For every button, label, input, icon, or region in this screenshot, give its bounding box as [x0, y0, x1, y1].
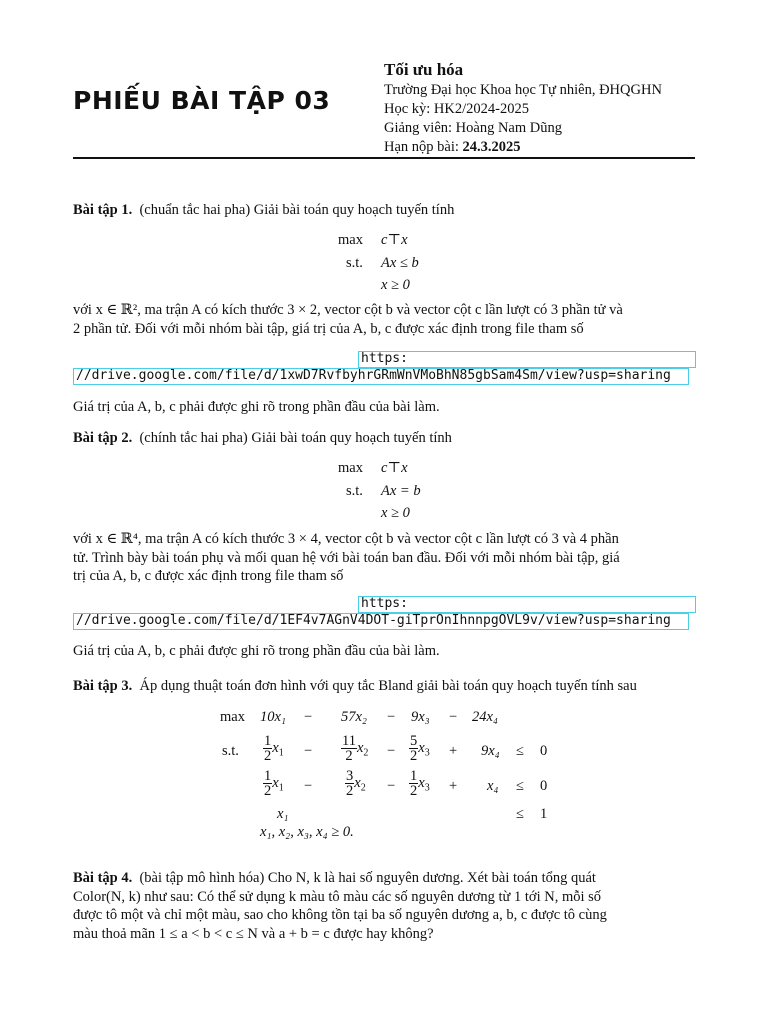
- ex3-intro: Áp dụng thuật toán đơn hình với quy tắc Bland giải bài toán quy hoạch tuyến tính sau: [139, 678, 637, 694]
- ex3-r1-frac-1: [263, 734, 272, 763]
- ex1-text: [73, 301, 697, 338]
- ex3-r1-relation: ≤: [516, 743, 524, 759]
- ex1-constraint-2: x ≥ 0: [381, 277, 410, 293]
- worksheet-title: PHIẾU BÀI TẬP 03: [73, 86, 331, 115]
- ex2-heading: [73, 429, 697, 448]
- ex3-r1-frac-2-den: 2: [345, 748, 353, 764]
- ex2-max: max: [338, 460, 363, 476]
- ex2-after: Giá trị của A, b, c phải được ghi rõ trong phần đầu của bài làm.: [73, 643, 440, 659]
- ex2-constraint-2: x ≥ 0: [381, 505, 410, 521]
- ex3-r2-frac-3-den: 2: [410, 783, 418, 799]
- semester: Học kỳ: HK2/2024-2025: [384, 101, 529, 117]
- ex2-constraint-1: Ax = b: [381, 483, 421, 499]
- ex3-r3-lhs: x₁: [277, 806, 289, 822]
- deadline-value: 24.3.2025: [462, 139, 521, 155]
- ex3-r1-term-2: $\frac{11}{2}$ $x_2$: [342, 733, 369, 764]
- ex3-r3-relation: ≤: [516, 806, 524, 822]
- ex3-r1-frac-3-den: 2: [410, 748, 418, 764]
- ex1-text-line-1: với x ∈ ℝ², ma trận A có kích thước 3 × 2, vector cột b và vector cột c lần lượt có 3 phần tử và: [73, 302, 623, 318]
- ex2-st: s.t.: [346, 483, 363, 499]
- ex3-obj-term-2: 57x₂: [341, 709, 367, 725]
- ex3-r1-frac-3: [409, 734, 418, 763]
- ex2-text: [73, 530, 697, 586]
- ex3-r2-relation: ≤: [516, 778, 524, 794]
- ex1-label: Bài tập 1.: [73, 202, 133, 218]
- ex4-line-1: [73, 869, 697, 888]
- ex1-link-part-2[interactable]: //drive.google.com/file/d/1xwD7RvfbyhrGRmWnVMoBhN85gbSam4Sm/view?usp=sharing: [76, 368, 671, 383]
- ex3-r1-term-4: 9x₄: [481, 743, 500, 759]
- ex4-line-1-text: (bài tập mô hình hóa) Cho N, k là hai số nguyên dương. Xét bài toán tổng quát: [139, 870, 596, 886]
- ex2-objective: c⊤x: [381, 460, 408, 476]
- ex1-intro: (chuẩn tắc hai pha) Giải bài toán quy hoạch tuyến tính: [139, 202, 455, 218]
- ex3-obj-op-3: −: [449, 709, 458, 725]
- ex3-r2-op-1: −: [304, 778, 313, 794]
- ex3-obj-op-1: −: [304, 709, 313, 725]
- ex3-nonneg: x₁, x₂, x₃, x₄ ≥ 0.: [260, 824, 354, 840]
- lecturer: Giảng viên: Hoàng Nam Dũng: [384, 120, 562, 136]
- ex2-link-part-2[interactable]: //drive.google.com/file/d/1EF4v7AGnV4DOT-giTprOnIhnnpgOVL9v/view?usp=sharing: [76, 613, 671, 628]
- ex1-after: Giá trị của A, b, c phải được ghi rõ trong phần đầu của bài làm.: [73, 399, 440, 415]
- ex3-r1-frac-3-num: 5: [410, 733, 418, 749]
- ex3-r2-frac-2-num: 3: [346, 768, 354, 784]
- ex2-link-box-2[interactable]: [73, 613, 689, 630]
- ex3-r2-frac-2: [345, 769, 354, 798]
- ex3-r2-frac-1-num: 1: [264, 768, 272, 784]
- ex3-r2-frac-1: [263, 769, 272, 798]
- ex3-r2-frac-1-den: 2: [264, 783, 272, 799]
- ex2-text-line-1: với x ∈ ℝ⁴, ma trận A có kích thước 3 × 4, vector cột b và vector cột c lần lượt có 3 và 4 phần: [73, 531, 619, 547]
- deadline: [384, 138, 662, 157]
- ex1-link-part-1[interactable]: https:: [361, 351, 408, 366]
- ex1-heading: [73, 201, 697, 220]
- ex4-line-3: được tô một và chỉ một màu, sao cho không tồn tại ba số nguyên dương a, b, c được tô cùng: [73, 907, 607, 923]
- header-rule: [73, 157, 695, 159]
- ex1-link-box-2[interactable]: [73, 368, 689, 385]
- ex3-r1-frac-2-num: 11: [342, 733, 356, 749]
- ex1-text-line-2: 2 phần tử. Đối với mỗi nhóm bài tập, giá trị của A, b, c được xác định trong file tham số: [73, 320, 584, 337]
- ex4-line-2: Color(N, k) như sau: Có thể sử dụng k màu tô màu các số nguyên dương từ 1 tới N, mỗi số: [73, 888, 602, 905]
- ex3-st: s.t.: [222, 743, 239, 759]
- ex3-label: Bài tập 3.: [73, 678, 133, 694]
- ex3-max: max: [220, 709, 245, 725]
- ex3-r1-frac-1-num: 1: [264, 733, 272, 749]
- deadline-label: Hạn nộp bài:: [384, 139, 463, 155]
- ex3-r2-frac-2-den: 2: [346, 783, 354, 799]
- ex3-obj-term-1: 10x₁: [260, 709, 286, 725]
- ex3-r1-rhs: 0: [540, 743, 548, 759]
- ex2-text-line-3: trị của A, b, c được xác định trong file tham số: [73, 568, 344, 584]
- ex3-r1-frac-1-den: 2: [264, 748, 272, 764]
- ex3-obj-term-3: 9x₃: [411, 709, 430, 725]
- ex2-link-box-1[interactable]: [358, 596, 696, 613]
- ex1-max: max: [338, 232, 363, 248]
- ex3-r2-op-3: +: [449, 778, 458, 794]
- ex3-r2-term-3: $\frac{1}{2}$ $x_3$: [410, 768, 430, 799]
- header-info: [384, 59, 662, 157]
- course-name: Tối ưu hóa: [384, 60, 464, 79]
- ex1-constraint-1: Ax ≤ b: [381, 255, 419, 271]
- ex3-r1-op-2: −: [387, 743, 396, 759]
- ex2-link-part-1[interactable]: https:: [361, 596, 408, 611]
- ex3-r1-frac-2: [341, 734, 357, 763]
- university: Trường Đại học Khoa học Tự nhiên, ĐHQGHN: [384, 82, 662, 98]
- ex1-st: s.t.: [346, 255, 363, 271]
- ex3-r1-term-1: $\frac{1}{2}$ $x_1$: [264, 733, 284, 764]
- ex3-r2-term-4: x₄: [487, 778, 499, 794]
- ex3-r2-frac-3: [409, 769, 418, 798]
- ex4-text: [73, 869, 697, 943]
- ex4-line-4: màu thoả mãn 1 ≤ a < b < c ≤ N và a + b = c được hay không?: [73, 925, 434, 942]
- ex2-intro: (chính tắc hai pha) Giải bài toán quy hoạch tuyến tính: [139, 430, 452, 446]
- ex3-r3-rhs: 1: [540, 806, 548, 822]
- ex3-r2-term-1: $\frac{1}{2}$ $x_1$: [264, 768, 284, 799]
- ex3-r2-op-2: −: [387, 778, 396, 794]
- ex3-heading: [73, 677, 697, 696]
- ex3-r2-frac-3-num: 1: [410, 768, 418, 784]
- ex1-link-box-1[interactable]: [358, 351, 696, 368]
- ex2-text-line-2: tử. Trình bày bài toán phụ và mối quan hệ với bài toán ban đầu. Đối với mỗi nhóm bài tập, giá: [73, 549, 620, 566]
- ex3-obj-op-2: −: [387, 709, 396, 725]
- ex3-r1-op-1: −: [304, 743, 313, 759]
- ex3-r2-term-2: $\frac{3}{2}$ $x_2$: [346, 768, 366, 799]
- ex3-r2-rhs: 0: [540, 778, 548, 794]
- ex2-label: Bài tập 2.: [73, 430, 133, 446]
- ex4-label: Bài tập 4.: [73, 870, 133, 886]
- ex3-r1-op-3: +: [449, 743, 458, 759]
- ex3-obj-term-4: 24x₄: [472, 709, 498, 725]
- ex3-r1-term-3: $\frac{5}{2}$ $x_3$: [410, 733, 430, 764]
- ex1-objective: c⊤x: [381, 232, 408, 248]
